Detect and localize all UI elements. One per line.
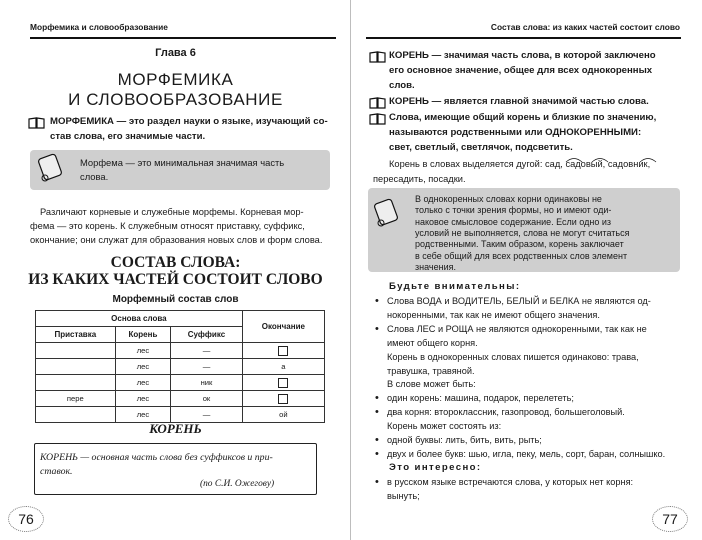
list-item: Корень в однокоренных словах пишется одинаково: трава, [387, 351, 639, 362]
right-page [351, 0, 702, 540]
paragraph-line3: окончание; они служат для образования новых слов и форм слова. [30, 235, 323, 245]
cognate-definition-line2: называются родственными или ОДНОКОРЕННЫМИ: [389, 127, 642, 138]
list-item: Корень может состоять из: [387, 421, 502, 432]
book-icon [369, 97, 386, 109]
table-row [36, 343, 325, 359]
list-item: нокоренными, так как не имеют общего значения. [387, 309, 600, 320]
root-definition-line3: слов. [389, 80, 415, 91]
paragraph-line1: Различают корневые и служебные морфемы. Корневая мор- [40, 207, 304, 217]
interesting-heading: Это интересно: [389, 462, 482, 473]
list-item: • одной буквы: лить, бить, вить, рыть; [373, 434, 693, 448]
cell-suffix: — [171, 343, 243, 359]
callout-line: наковое смысловое содержание. Если одно из [415, 216, 611, 227]
callout-line: родственными. Таким образом, корень заключает [415, 239, 624, 250]
callout-line: значения. [415, 261, 456, 272]
cell-ending: а [242, 359, 324, 375]
page-number: 77 [652, 506, 688, 532]
quote-source: (по С.И. Ожегову) [200, 479, 275, 489]
cell-suffix: — [171, 407, 243, 423]
group-header: Основа слова [36, 311, 243, 327]
empty-ending-box [278, 394, 288, 404]
cell-root: лес [115, 391, 171, 407]
header-root: Корень [115, 327, 171, 343]
table-body [36, 343, 325, 423]
running-head: Состав слова: из каких частей состоит слово [490, 22, 680, 32]
book-icon [28, 117, 45, 129]
book-icon [369, 51, 386, 63]
callout-line: В однокоренных словах корни одинаковы не [415, 194, 602, 204]
table-row [36, 391, 325, 407]
chapter-title-line2: И СЛОВООБРАЗОВАНИЕ [68, 90, 283, 109]
list-item: травушка, травяной. [387, 365, 475, 376]
cell-suffix: ник [171, 375, 243, 391]
morphemics-definition-line2: став слова, его значимые части. [50, 131, 206, 142]
cognate-definition-line3: свет, светлый, светлячок, подсветить. [389, 142, 573, 153]
empty-ending-box [278, 346, 288, 356]
cell-prefix: пере [36, 391, 116, 407]
cell-prefix [36, 375, 116, 391]
cell-prefix [36, 359, 116, 375]
cell-root: лес [115, 359, 171, 375]
morphemics-definition-line1: МОРФЕМИКА — это раздел науки о языке, изучающий со- [50, 116, 328, 127]
table-row [36, 375, 325, 391]
list-item: вынуть; [387, 490, 420, 501]
callout-line: только с точки зрения формы, но и имеют оди- [415, 205, 612, 216]
list-item: имеют общего корня. [387, 337, 478, 348]
list-item: • один корень: машина, подарок, перелететь; [373, 392, 693, 406]
callout-text-line1: Морфема — это минимальная значимая часть [80, 157, 285, 168]
cell-ending [242, 391, 324, 407]
cell-ending: ой [242, 407, 324, 423]
header-rule [30, 37, 336, 39]
book-icon [369, 113, 386, 125]
cognate-definition-line1: Слова, имеющие общий корень и близкие по значению, [389, 112, 657, 123]
quote-line2: ставок. [40, 466, 73, 477]
header-suffix: Суффикс [171, 327, 243, 343]
section-title-line1: СОСТАВ СЛОВА: [110, 254, 241, 271]
scroll-icon [371, 195, 401, 231]
cell-suffix: ок [171, 391, 243, 407]
list-item: • Слова ЛЕС и РОЩА не являются однокоренными, так как не [373, 323, 693, 337]
scroll-icon [35, 150, 65, 186]
attention-heading: Будьте внимательны: [389, 281, 521, 292]
root-main-part: КОРЕНЬ — является главной значимой частью слова. [389, 96, 649, 107]
chapter-label: Глава 6 [155, 47, 196, 59]
cell-ending [242, 343, 324, 359]
callout-line: условий не выполняется, слова не могут считаться [415, 227, 630, 238]
header-rule [366, 37, 681, 39]
cell-prefix [36, 343, 116, 359]
cell-ending [242, 375, 324, 391]
cell-suffix: — [171, 359, 243, 375]
callout-line: в себе общий для всех родственных слов элемент [415, 250, 628, 261]
table-row [36, 359, 325, 375]
koren-heading: КОРЕНЬ [149, 421, 202, 436]
paragraph-line2: фема — это корень. К служебным относят приставку, суффикс, [30, 221, 305, 231]
cell-root: лес [115, 375, 171, 391]
chapter-title-line1: МОРФЕМИКА [117, 70, 234, 89]
page-number: 76 [8, 506, 44, 532]
morpheme-table [35, 310, 325, 423]
cell-root: лес [115, 343, 171, 359]
interesting-list [373, 476, 693, 504]
quote-line1: КОРЕНЬ — основная часть слова без суффиксов и при- [40, 452, 273, 463]
root-arcs [564, 155, 684, 163]
list-item: • двух и более букв: шью, игла, пеку, мель, сорт, баран, солнышко. [373, 448, 693, 462]
running-head: Морфемика и словообразование [30, 22, 168, 32]
root-definition-line2: его основное значение, общее для всех однокоренных [389, 65, 653, 76]
cell-root: лес [115, 407, 171, 423]
list-item: • в русском языке встречаются слова, у которых нет корня: [373, 476, 693, 490]
table-caption: Морфемный состав слов [112, 294, 239, 305]
header-prefix: Приставка [36, 327, 116, 343]
list-item: В слове может быть: [387, 379, 476, 390]
list-item: • два корня: второклассник, газопровод, большеголовый. [373, 406, 693, 420]
root-arc-line2: пересадить, посадки. [373, 174, 466, 184]
section-title-line2: ИЗ КАКИХ ЧАСТЕЙ СОСТОИТ СЛОВО [28, 271, 323, 288]
empty-ending-box [278, 378, 288, 388]
header-ending: Окончание [242, 311, 324, 343]
root-arc-line1: Корень в словах выделяется дугой: сад, садовый, садовник, [389, 159, 651, 169]
attention-list [373, 295, 693, 462]
root-definition-line1: КОРЕНЬ — значимая часть слова, в которой заключено [389, 50, 656, 61]
list-item: • Слова ВОДА и ВОДИТЕЛЬ, БЕЛЫЙ и БЕЛКА не являются од- [373, 295, 693, 309]
callout-text-line2: слова. [80, 171, 109, 182]
